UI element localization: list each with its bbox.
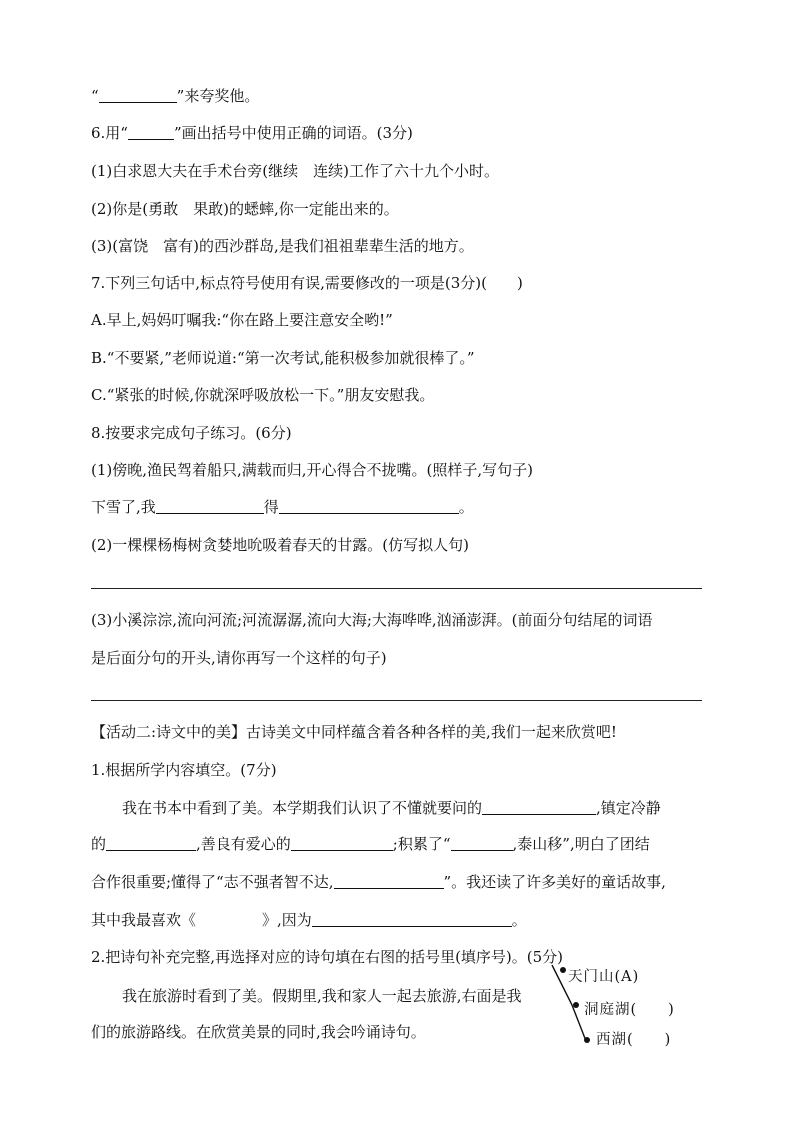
answer-blank[interactable] <box>334 872 444 889</box>
line-1: “ ”来夸奖他。 <box>91 87 260 105</box>
travel-route-diagram <box>548 955 708 1055</box>
question-8-item-3-line-1: (3)小溪淙淙,流向河流;河流潺潺,流向大海;大海哗哗,汹涌澎湃。(前面分句结尾的词语 <box>91 611 653 629</box>
question-7: 7.下列三句话中,标点符号使用有误,需要修改的一项是(3分)( ) <box>91 274 523 292</box>
answer-blank[interactable] <box>99 86 177 103</box>
question-8-item-1-fill: 下雪了,我 得 。 <box>91 498 474 516</box>
answer-blank[interactable] <box>106 834 196 851</box>
part-2-title: 2.把诗句补充完整,再选择对应的诗句填在右图的括号里(填序号)。(5分) <box>91 948 564 966</box>
route-stop-dot <box>573 1002 579 1008</box>
answer-blank[interactable] <box>451 834 513 851</box>
route-stop-dot <box>584 1037 590 1043</box>
question-7-option-c: C.“紧张的时候,你就深呼吸放松一下。”朋友安慰我。 <box>91 386 435 404</box>
question-7-option-a: A.早上,妈妈叮嘱我:“你在路上要注意安全哟!” <box>91 311 393 329</box>
part-1-title: 1.根据所学内容填空。(7分) <box>91 761 277 779</box>
question-8-item-1: (1)傍晚,渔民驾着船只,满载而归,开心得合不拢嘴。(照样子,写句子) <box>91 461 534 479</box>
answer-blank[interactable] <box>279 497 459 514</box>
part-1-para-line-3: 合作很重要;懂得了“志不强者智不达, ”。我还读了许多美好的童话故事, <box>91 873 666 891</box>
question-6: 6.用“ ”画出括号中使用正确的词语。(3分) <box>91 124 413 142</box>
question-7-option-b: B.“不要紧,”老师说道:“第一次考试,能积极参加就很棒了。” <box>91 349 475 367</box>
route-stop-tianmen[interactable]: 天门山(A) <box>568 969 640 985</box>
part-2-para-line-2: 们的旅游路线。在欣赏美景的同时,我会吟诵诗句。 <box>91 1023 426 1041</box>
question-6-item-1: (1)白求恩大夫在手术台旁(继续 连续)工作了六十九个小时。 <box>91 162 499 180</box>
answer-blank[interactable] <box>291 834 393 851</box>
route-stop-xihu[interactable]: 西湖( ) <box>596 1032 672 1048</box>
question-8-item-2: (2)一棵棵杨梅树贪婪地吮吸着春天的甘露。(仿写拟人句) <box>91 536 469 554</box>
answer-blank[interactable] <box>156 497 264 514</box>
answer-blank[interactable] <box>482 798 596 815</box>
activity-2-heading: 【活动二:诗文中的美】古诗美文中同样蕴含着各种各样的美,我们一起来欣赏吧! <box>91 723 617 741</box>
route-stop-dongting[interactable]: 洞庭湖( ) <box>584 1002 675 1018</box>
book-title-blank[interactable] <box>196 911 262 927</box>
part-1-para-line-2: 的 ,善良有爱心的 ;积累了“ ,泰山移”,明白了团结 <box>91 835 650 853</box>
answer-line[interactable] <box>91 588 702 589</box>
question-6-item-2: (2)你是(勇敢 果敢)的蟋蟀,你一定能出来的。 <box>91 200 399 218</box>
question-8: 8.按要求完成句子练习。(6分) <box>91 424 292 442</box>
underline-sample <box>128 123 174 140</box>
part-2-para-line-1: 我在旅游时看到了美。假期里,我和家人一起去旅游,右面是我 <box>122 987 522 1005</box>
question-6-item-3: (3)(富饶 富有)的西沙群岛,是我们祖祖辈辈生活的地方。 <box>91 237 474 255</box>
part-1-para-line-4: 其中我最喜欢《 》,因为 。 <box>91 911 527 929</box>
question-8-item-3-line-2: 是后面分句的开头,请你再写一个这样的句子) <box>91 649 387 667</box>
answer-blank[interactable] <box>312 910 512 927</box>
part-1-para-line-1: 我在书本中看到了美。本学期我们认识了不懂就要问的 ,镇定冷静 <box>122 799 661 817</box>
route-stop-dot <box>560 967 566 973</box>
answer-line[interactable] <box>91 700 702 701</box>
